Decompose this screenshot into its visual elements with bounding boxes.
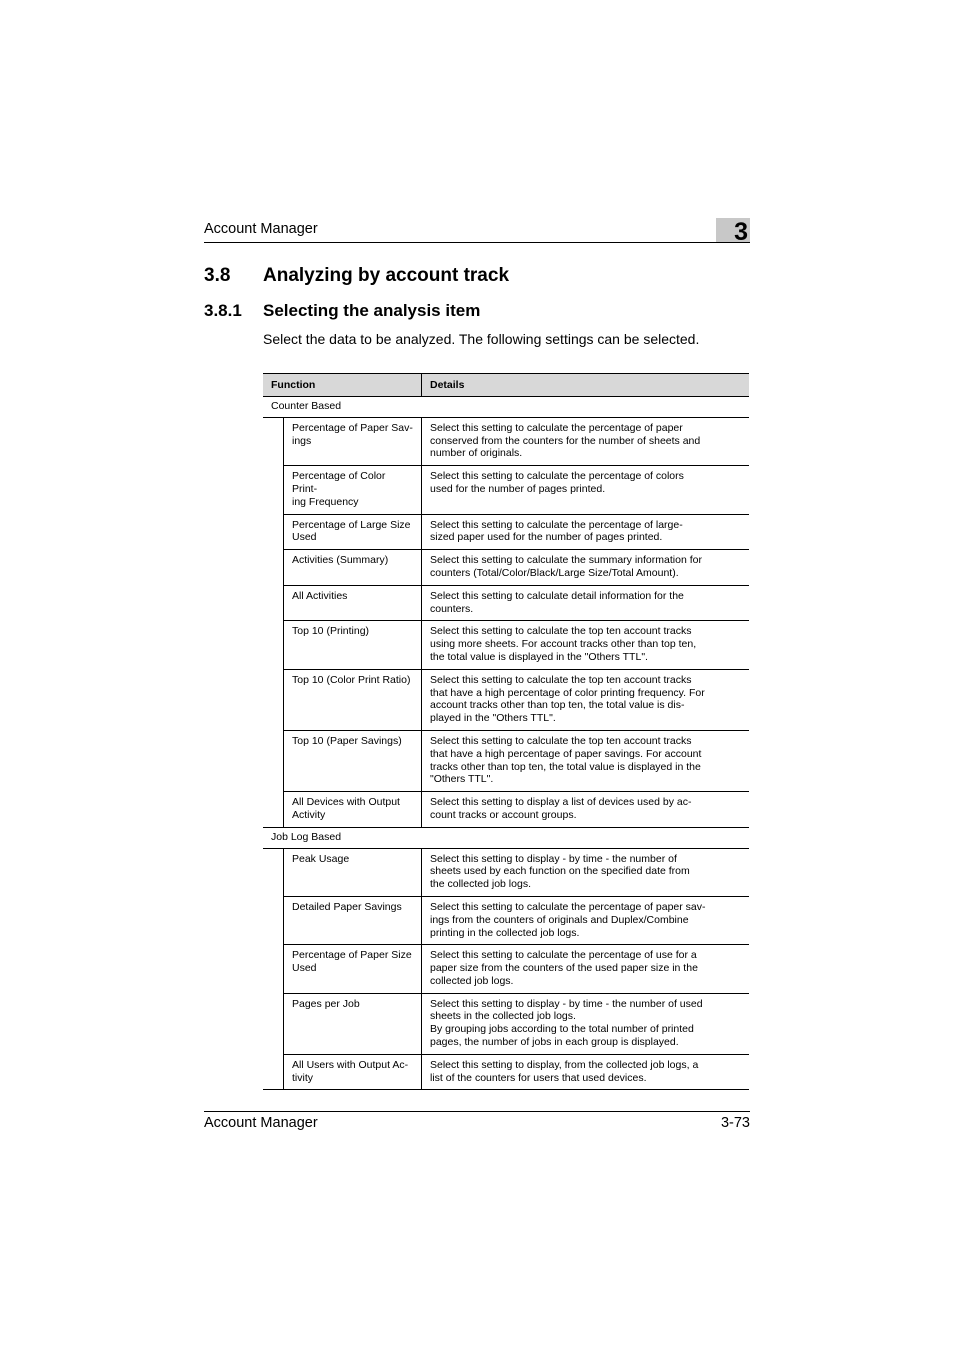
function-cell: Pages per Job <box>284 993 422 1054</box>
table-header-row <box>263 374 749 397</box>
details-cell: Select this setting to calculate detail information for the counters. <box>422 585 750 621</box>
settings-table <box>263 373 749 1090</box>
function-cell: All Activities <box>284 585 422 621</box>
indent-cell <box>263 792 284 828</box>
details-cell: Select this setting to display a list of devices used by ac- count tracks or account groups. <box>422 792 750 828</box>
table-row <box>263 896 749 944</box>
group-label: Counter Based <box>263 397 749 418</box>
indent-cell <box>263 993 284 1054</box>
table-row <box>263 945 749 993</box>
indent-cell <box>263 466 284 514</box>
details-cell: Select this setting to display, from the collected job logs, a list of the counters for users that used devices. <box>422 1054 750 1090</box>
table-row <box>263 848 749 896</box>
function-cell: Percentage of Paper Sav- ings <box>284 417 422 465</box>
chapter-tab <box>716 218 750 246</box>
function-cell: Top 10 (Paper Savings) <box>284 730 422 791</box>
details-cell: Select this setting to calculate the percentage of paper sav- ings from the counters of originals and Duplex/Combine printing in the collected job logs. <box>422 896 750 944</box>
table-row <box>263 550 749 586</box>
table-body <box>263 397 749 1090</box>
function-cell: Peak Usage <box>284 848 422 896</box>
header-title: Account Manager <box>204 221 318 237</box>
details-cell: Select this setting to display - by time - the number of sheets used by each function on the specified date from the collected job logs. <box>422 848 750 896</box>
indent-cell <box>263 730 284 791</box>
page-header <box>204 218 750 246</box>
table-row <box>263 466 749 514</box>
group-label: Job Log Based <box>263 827 749 848</box>
indent-cell <box>263 417 284 465</box>
table-row <box>263 1054 749 1090</box>
table-row <box>263 514 749 550</box>
table-row <box>263 417 749 465</box>
group-row <box>263 827 749 848</box>
details-cell: Select this setting to calculate the percentage of large- sized paper used for the number of pages printed. <box>422 514 750 550</box>
function-cell: Percentage of Color Print- ing Frequency <box>284 466 422 514</box>
indent-cell <box>263 1054 284 1090</box>
function-cell: Activities (Summary) <box>284 550 422 586</box>
chapter-number: 3 <box>734 218 748 246</box>
page-footer <box>204 1111 750 1131</box>
subsection-heading <box>204 301 480 321</box>
function-column-header: Function <box>263 374 422 397</box>
function-cell: All Devices with Output Activity <box>284 792 422 828</box>
indent-cell <box>263 585 284 621</box>
function-cell: Percentage of Large Size Used <box>284 514 422 550</box>
table-row <box>263 621 749 669</box>
details-cell: Select this setting to calculate the top ten account tracks using more sheets. For account tracks other than top ten, the total value is displayed in the "Others TTL". <box>422 621 750 669</box>
details-column-header: Details <box>422 374 750 397</box>
section-number: 3.8 <box>204 265 231 286</box>
indent-cell <box>263 896 284 944</box>
indent-cell <box>263 669 284 730</box>
function-cell: All Users with Output Ac- tivity <box>284 1054 422 1090</box>
function-cell: Detailed Paper Savings <box>284 896 422 944</box>
details-cell: Select this setting to calculate the percentage of use for a paper size from the counters of the used paper size in the collected job logs. <box>422 945 750 993</box>
group-row <box>263 397 749 418</box>
table-row <box>263 730 749 791</box>
intro-paragraph: Select the data to be analyzed. The following settings can be selected. <box>263 331 700 347</box>
page-number: 3-73 <box>720 1115 750 1131</box>
function-cell: Top 10 (Color Print Ratio) <box>284 669 422 730</box>
footer-title: Account Manager <box>204 1115 318 1131</box>
indent-cell <box>263 945 284 993</box>
indent-cell <box>263 550 284 586</box>
table-row <box>263 792 749 828</box>
section-title: Analyzing by account track <box>263 265 510 286</box>
table-row <box>263 585 749 621</box>
subsection-number: 3.8.1 <box>204 301 242 320</box>
details-cell: Select this setting to calculate the percentage of colors used for the number of pages printed. <box>422 466 750 514</box>
details-cell: Select this setting to calculate the top ten account tracks that have a high percentage of paper savings. For account tracks other than top ten, the total value is displayed in the "Others TTL". <box>422 730 750 791</box>
details-cell: Select this setting to display - by time - the number of used sheets in the collected job logs. By grouping jobs according to the total number of printed pages, the number of jobs in each group is displayed. <box>422 993 750 1054</box>
subsection-title: Selecting the analysis item <box>263 301 481 320</box>
function-cell: Top 10 (Printing) <box>284 621 422 669</box>
indent-cell <box>263 514 284 550</box>
table-row <box>263 669 749 730</box>
indent-cell <box>263 848 284 896</box>
details-cell: Select this setting to calculate the summary information for counters (Total/Color/Black/Large Size/Total Amount). <box>422 550 750 586</box>
function-cell: Percentage of Paper Size Used <box>284 945 422 993</box>
table-row <box>263 993 749 1054</box>
details-cell: Select this setting to calculate the percentage of paper conserved from the counters for the number of sheets and number of originals. <box>422 417 750 465</box>
details-cell: Select this setting to calculate the top ten account tracks that have a high percentage of color printing frequency. For account tracks other than top ten, the total value is dis- played in the "Others TTL". <box>422 669 750 730</box>
indent-cell <box>263 621 284 669</box>
section-heading <box>204 265 509 287</box>
